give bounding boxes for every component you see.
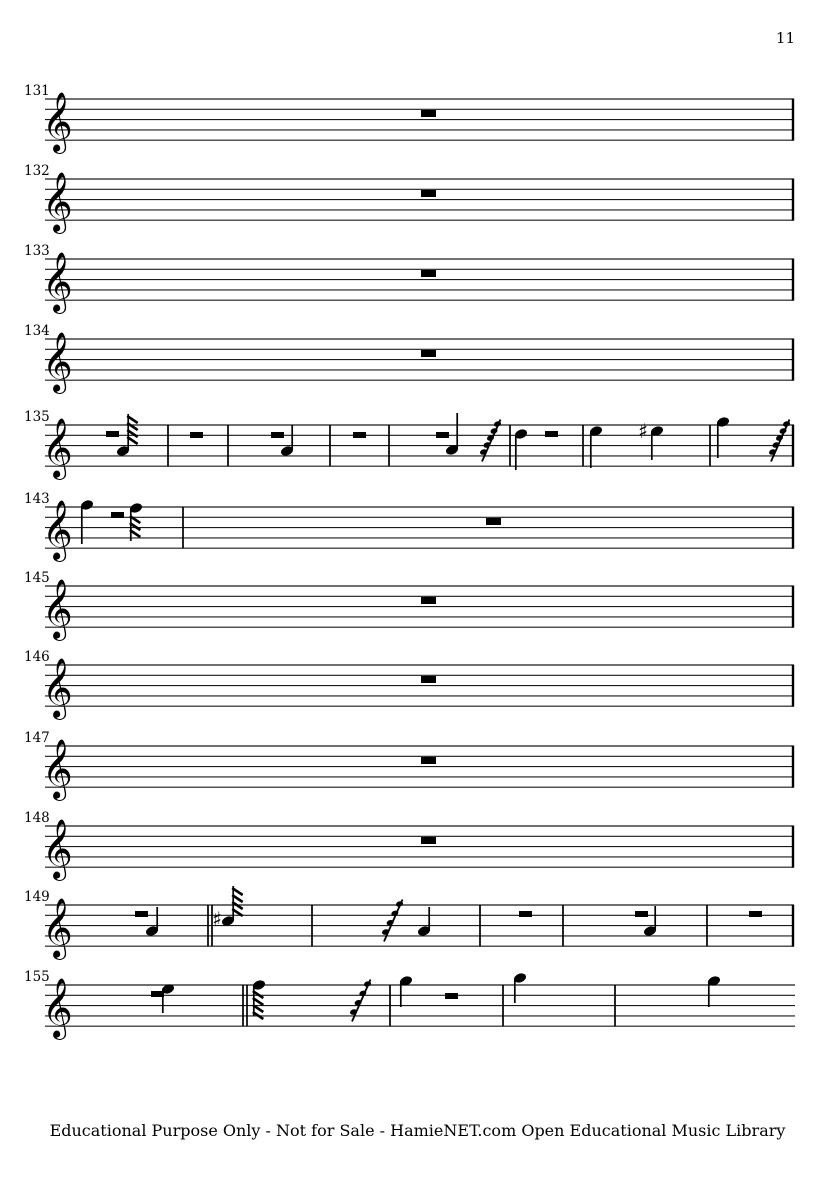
measure-number: 143 (24, 491, 50, 507)
gliss-run (381, 900, 404, 942)
rest (421, 270, 436, 277)
note (417, 907, 432, 937)
sharp-accidental: ♯ (638, 419, 648, 443)
rest (436, 432, 449, 438)
treble-clef-icon: 𝄞 (42, 332, 73, 392)
note (221, 886, 243, 927)
measure-number: 135 (24, 409, 50, 425)
treble-clef-icon: 𝄞 (42, 658, 73, 718)
staff-system (24, 83, 793, 154)
rest (445, 993, 458, 999)
rest (519, 911, 532, 917)
footer-text: Educational Purpose Only - Not for Sale - HamieNET.com Open Educational Music Library (49, 1121, 786, 1140)
treble-clef-icon: 𝄞 (42, 92, 73, 152)
measure-number: 134 (24, 323, 50, 339)
staff-system (24, 243, 793, 314)
rest (749, 911, 762, 917)
measure-number: 146 (24, 649, 50, 665)
rest (106, 431, 119, 437)
treble-clef-icon: 𝄞 (42, 739, 73, 799)
measure-number: 149 (24, 889, 50, 905)
treble-clef-icon: 𝄞 (42, 898, 73, 958)
treble-clef-icon: 𝄞 (42, 819, 73, 879)
staff-system (24, 409, 793, 480)
note (589, 425, 604, 468)
rest (135, 911, 148, 917)
rest (421, 757, 436, 764)
measure-number: 148 (24, 810, 50, 826)
gliss-run (768, 420, 791, 462)
note (252, 979, 267, 1019)
treble-clef-icon: 𝄞 (42, 579, 73, 639)
treble-clef-icon: 𝄞 (42, 172, 73, 232)
rest (353, 432, 366, 438)
gliss-run (349, 980, 372, 1022)
rest (421, 190, 436, 197)
gliss-run (479, 420, 502, 462)
rest (421, 110, 436, 117)
treble-clef-icon: 𝄞 (42, 978, 73, 1038)
rest (421, 837, 436, 844)
staff-system (24, 810, 793, 881)
rest (635, 911, 648, 917)
note (80, 499, 95, 544)
staff-system (24, 969, 795, 1040)
rest (421, 350, 436, 357)
staff-system (24, 491, 793, 562)
rest (545, 431, 558, 437)
rest (421, 597, 436, 604)
rest (271, 432, 284, 438)
staff-system (24, 886, 793, 960)
rest (421, 676, 436, 683)
rest (486, 518, 501, 525)
note (280, 425, 295, 457)
measure-number: 145 (24, 570, 50, 586)
note (650, 425, 665, 460)
measure-number: 133 (24, 243, 50, 259)
treble-clef-icon: 𝄞 (42, 418, 73, 478)
staff-system (24, 730, 793, 801)
note (514, 428, 529, 470)
staff-system (24, 323, 793, 394)
note (716, 416, 731, 458)
treble-clef-icon: 𝄞 (42, 500, 73, 560)
sharp-accidental: ♯ (212, 907, 222, 931)
staff-system (24, 163, 793, 234)
measure-number: 132 (24, 163, 50, 179)
page-number: 11 (775, 29, 795, 47)
note (513, 972, 528, 1003)
measure-number: 155 (24, 969, 50, 985)
staff-system (24, 570, 793, 641)
note (399, 975, 414, 1007)
note (161, 983, 176, 1013)
measure-number: 147 (24, 730, 50, 746)
note (707, 975, 722, 1007)
treble-clef-icon: 𝄞 (42, 252, 73, 312)
measure-number: 131 (24, 83, 50, 99)
rest (190, 432, 203, 438)
note (129, 502, 144, 541)
rest (111, 512, 124, 518)
staff-system (24, 649, 793, 720)
note (643, 906, 658, 937)
